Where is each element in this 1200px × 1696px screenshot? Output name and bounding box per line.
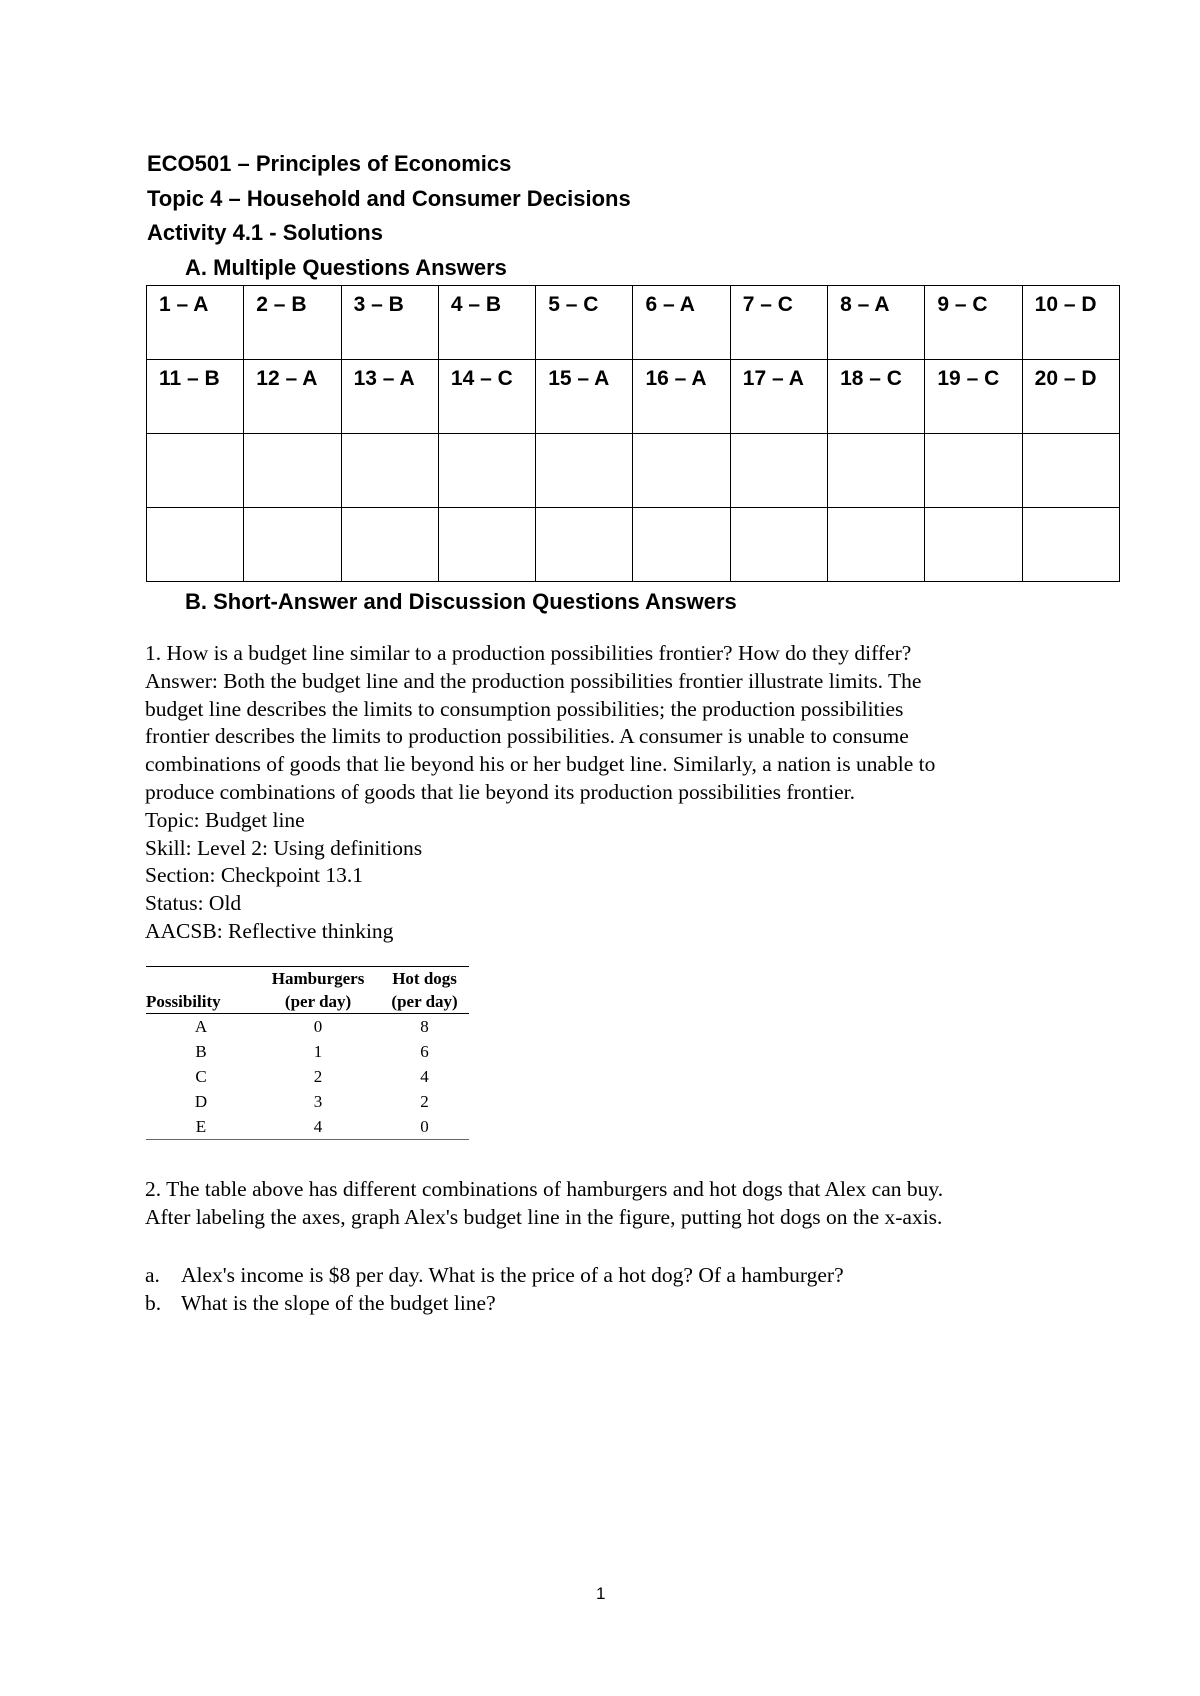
answer-cell: 1 – A — [147, 286, 244, 360]
answer-cell — [828, 434, 925, 508]
answer-cell: 7 – C — [730, 286, 827, 360]
possibility-table — [146, 966, 469, 1140]
answer-cell: 19 – C — [925, 360, 1022, 434]
answer-line: combinations of goods that lie beyond his or her budget line. Similarly, a nation is unable to — [145, 752, 936, 777]
column-header: Hamburgers — [256, 967, 380, 991]
answer-cell — [536, 508, 633, 582]
answer-cell — [633, 434, 730, 508]
answer-cell — [147, 508, 244, 582]
answer-cell: 3 – B — [341, 286, 438, 360]
answer-cell: 18 – C — [828, 360, 925, 434]
section-meta: Section: Checkpoint 13.1 — [145, 863, 363, 888]
answer-cell: 8 – A — [828, 286, 925, 360]
answer-line: Answer: Both the budget line and the production possibilities frontier illustrate limits. The — [145, 668, 922, 693]
list-item — [145, 1290, 844, 1318]
answer-cell: 4 – B — [438, 286, 535, 360]
table-row — [147, 360, 1120, 434]
table-row — [147, 508, 1120, 582]
answer-cell: 14 – C — [438, 360, 535, 434]
course-title: ECO501 – Principles of Economics — [147, 151, 512, 176]
aacsb-meta: AACSB: Reflective thinking — [145, 918, 394, 943]
table-row — [146, 1089, 469, 1114]
section-b-heading: B. Short-Answer and Discussion Questions Answers — [185, 589, 737, 614]
answer-cell: 13 – A — [341, 360, 438, 434]
skill-meta: Skill: Level 2: Using definitions — [145, 835, 423, 860]
column-header: Possibility — [146, 990, 256, 1014]
answer-cell: 2 – B — [244, 286, 341, 360]
list-marker: a. — [145, 1263, 160, 1287]
answer-cell — [925, 434, 1022, 508]
section-a-heading: A. Multiple Questions Answers — [185, 255, 507, 280]
table-row — [146, 1039, 469, 1064]
question-2-text: 2. The table above has different combinations of hamburgers and hot dogs that Alex can buy. — [145, 1177, 944, 1201]
answer-cell — [341, 434, 438, 508]
table-cell: 4 — [420, 1067, 429, 1086]
table-cell: 0 — [380, 1114, 469, 1140]
answer-cell: 16 – A — [633, 360, 730, 434]
question-2-block — [145, 1176, 943, 1232]
question-2-text: After labeling the axes, graph Alex's budget line in the figure, putting hot dogs on the x-axis. — [145, 1204, 943, 1229]
answer-cell — [536, 434, 633, 508]
table-cell: 1 — [313, 1042, 323, 1061]
answer-cell — [1022, 508, 1119, 582]
answer-cell: 5 – C — [536, 286, 633, 360]
topic-meta: Topic: Budget line — [145, 807, 305, 832]
table-cell: 6 — [420, 1042, 429, 1061]
table-cell: 8 — [420, 1017, 429, 1036]
column-header: (per day) — [380, 990, 469, 1014]
answer-cell — [925, 508, 1022, 582]
table-cell: 3 — [313, 1092, 323, 1111]
page-number: 1 — [596, 1584, 606, 1603]
answer-cell: 10 – D — [1022, 286, 1119, 360]
question-1-text: 1. How is a budget line similar to a production possibilities frontier? How do they differ? — [145, 641, 912, 665]
table-cell: 4 — [256, 1114, 380, 1140]
answer-line: frontier describes the limits to production possibilities. A consumer is unable to consume — [145, 724, 909, 749]
list-item-text: Alex's income is $8 per day. What is the price of a hot dog? Of a hamburger? — [181, 1263, 844, 1287]
answer-cell — [438, 434, 535, 508]
table-header-row — [146, 990, 469, 1014]
list-item-text: What is the slope of the budget line? — [181, 1290, 496, 1315]
answer-cell — [633, 508, 730, 582]
column-header — [146, 967, 256, 991]
table-row — [147, 434, 1120, 508]
answers-table — [146, 285, 1120, 582]
table-cell: B — [195, 1042, 207, 1061]
answer-line: budget line describes the limits to consumption possibilities; the production possibilities — [145, 696, 904, 721]
table-cell: A — [194, 1017, 208, 1036]
list-item — [145, 1262, 844, 1290]
answer-cell — [244, 434, 341, 508]
answer-cell: 6 – A — [633, 286, 730, 360]
answer-cell: 9 – C — [925, 286, 1022, 360]
table-cell: E — [146, 1114, 256, 1140]
table-cell: 0 — [313, 1017, 323, 1036]
answer-cell — [1022, 434, 1119, 508]
table-cell: D — [194, 1092, 208, 1111]
table-row — [147, 286, 1120, 360]
answer-cell — [147, 434, 244, 508]
table-cell: 2 — [313, 1067, 323, 1086]
answer-cell: 17 – A — [730, 360, 827, 434]
answer-cell: 15 – A — [536, 360, 633, 434]
question-2-subparts — [145, 1262, 844, 1318]
table-cell: C — [195, 1067, 207, 1086]
answer-cell — [730, 508, 827, 582]
answer-cell — [438, 508, 535, 582]
question-1-block — [145, 640, 935, 946]
table-row — [146, 1064, 469, 1089]
topic-title: Topic 4 – Household and Consumer Decisions — [147, 186, 631, 211]
column-header: Hot dogs — [380, 967, 469, 991]
table-header-row — [146, 967, 469, 991]
answer-cell: 11 – B — [147, 360, 244, 434]
answer-cell — [828, 508, 925, 582]
answer-cell: 20 – D — [1022, 360, 1119, 434]
answer-cell: 12 – A — [244, 360, 341, 434]
table-row — [146, 1014, 469, 1040]
table-cell: 2 — [420, 1092, 429, 1111]
table-row — [146, 1114, 469, 1140]
answer-cell — [341, 508, 438, 582]
answer-line: produce combinations of goods that lie beyond its production possibilities frontier. — [145, 779, 855, 804]
activity-title: Activity 4.1 - Solutions — [147, 220, 383, 245]
answer-cell — [730, 434, 827, 508]
list-marker: b. — [145, 1290, 162, 1315]
answer-cell — [244, 508, 341, 582]
status-meta: Status: Old — [145, 891, 242, 916]
column-header: (per day) — [256, 990, 380, 1014]
